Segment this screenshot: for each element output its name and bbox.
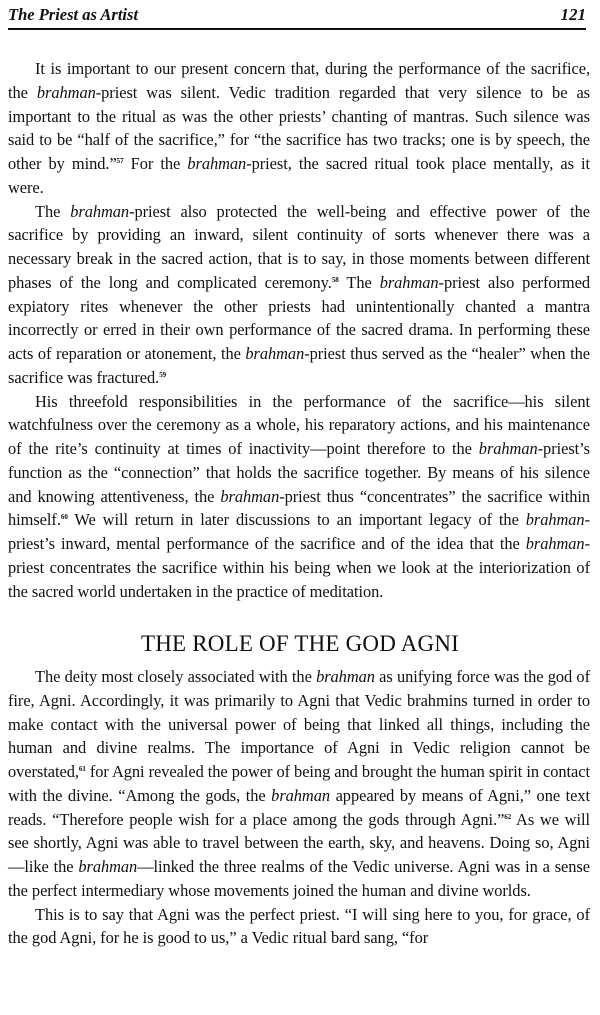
italic-term: brahman <box>187 154 247 173</box>
footnote-ref: 60 <box>60 513 68 522</box>
italic-term: brahman <box>245 344 305 363</box>
text-run: His threefold responsibilities in the performance of the sacrifice—his silent watchfulness over the ceremony as a whole, his reparatory actions, and his maintenance of the rite’s continuity at times of inactivity—point therefore to the <box>8 391 590 458</box>
text-run: -priest was silent. Vedic tradition regarded that very silence to be as important to the ritual as was the other priests’ chanting of mantras. Such silence was said to be “half of the sacrifice,” for “the sacrifice has two tracks; one is by speech, the other by mind.” <box>8 82 590 173</box>
italic-term: brahman <box>70 201 130 221</box>
italic-term: brahman <box>525 510 585 530</box>
paragraph <box>8 200 590 390</box>
text-run: For the <box>123 154 188 173</box>
text-block-before-heading <box>8 57 590 603</box>
text-run: —linked the three realms of the Vedic universe. Agni was in a sense the perfect intermediary whose movements joined the human and divine worlds. <box>8 857 590 900</box>
text-run: for Agni revealed the power of being and brought the human spirit in contact with the divine. “Among the gods, the <box>8 762 590 805</box>
italic-term: brahman <box>379 272 439 292</box>
text-run: We will return in later discussions to an important legacy of the <box>67 510 526 530</box>
text-run: -priest thus served as the “healer” when the sacrifice was fractured. <box>8 344 590 387</box>
text-run: This is to say that Agni was the perfect priest. “I will sing here to you, for grace, of the god Agni, for he is good to us,” a Vedic ritual bard sang, “for <box>8 904 590 948</box>
paragraph <box>8 903 590 951</box>
text-run: As we will see shortly, Agni was able to travel between the earth, sky, and heavens. Doing so, Agni—like the <box>8 809 590 876</box>
text-run: as unifying force was the god of fire, Agni. Accordingly, it was primarily to Agni that Vedic brahmins turned in order to make contact with the universal power of being that linked all things, including the human and divine realms. The importance of Agni in Vedic religion cannot be overstated, <box>8 667 590 781</box>
text-block-after-heading <box>8 665 590 950</box>
page-number: 121 <box>560 5 586 24</box>
text-run: -priest thus “concentrates” the sacrifice within himself. <box>8 486 591 530</box>
section-heading: THE ROLE OF THE GOD AGNI <box>140 631 460 656</box>
footnote-ref: 57 <box>116 157 124 165</box>
text-run: -priest’s inward, mental performance of the sacrifice and of the idea that the <box>8 510 590 553</box>
text-run: -priest, the sacred ritual took place mentally, as it were. <box>8 154 590 197</box>
footnote-ref: 59 <box>159 370 167 379</box>
text-run: The <box>35 201 71 221</box>
italic-term: brahman <box>271 785 331 805</box>
italic-term: brahman <box>36 82 96 102</box>
footnote-ref: 62 <box>504 812 512 821</box>
text-run: -priest also performed expiatory rites whenever the other priests had unintentionally chanted a mantra incorrectly or erred in their own performance of the sacred drama. In performing these acts of reparation or atonement, the <box>8 272 590 363</box>
text-run: -priest concentrates the sacrifice within his being when we look at the interiorization of the sacred world undertaken in the practice of meditation. <box>8 534 590 601</box>
paragraph <box>8 390 590 604</box>
text-run: The deity most closely associated with the <box>35 667 317 686</box>
paragraph <box>8 57 590 200</box>
paragraph <box>8 665 590 903</box>
running-head <box>8 4 586 30</box>
italic-term: brahman <box>78 857 138 876</box>
italic-term: brahman <box>220 486 280 506</box>
italic-term: brahman <box>316 667 375 686</box>
footnote-ref: 61 <box>78 765 86 773</box>
text-run: -priest’s function as the “connection” that holds the sacrifice together. By means of his silence and knowing attentiveness, the <box>8 439 590 506</box>
footnote-ref: 58 <box>331 275 339 284</box>
running-title: The Priest as Artist <box>8 5 139 24</box>
text-run: The <box>338 272 380 292</box>
italic-term: brahman <box>478 439 538 458</box>
text-run: It is important to our present concern that, during the performance of the sacrifice, the <box>8 59 590 102</box>
italic-term: brahman <box>525 534 585 553</box>
text-run: -priest also protected the well-being and effective power of the sacrifice by providing an inward, silent continuity of sorts whenever there was a necessary break in the sacred action, that is to say, in those moments between different phases of the long and complicated ceremony. <box>8 201 590 292</box>
text-run: appeared by means of Agni,” one text reads. “Therefore people wish for a place among the gods through Agni.” <box>8 785 590 829</box>
